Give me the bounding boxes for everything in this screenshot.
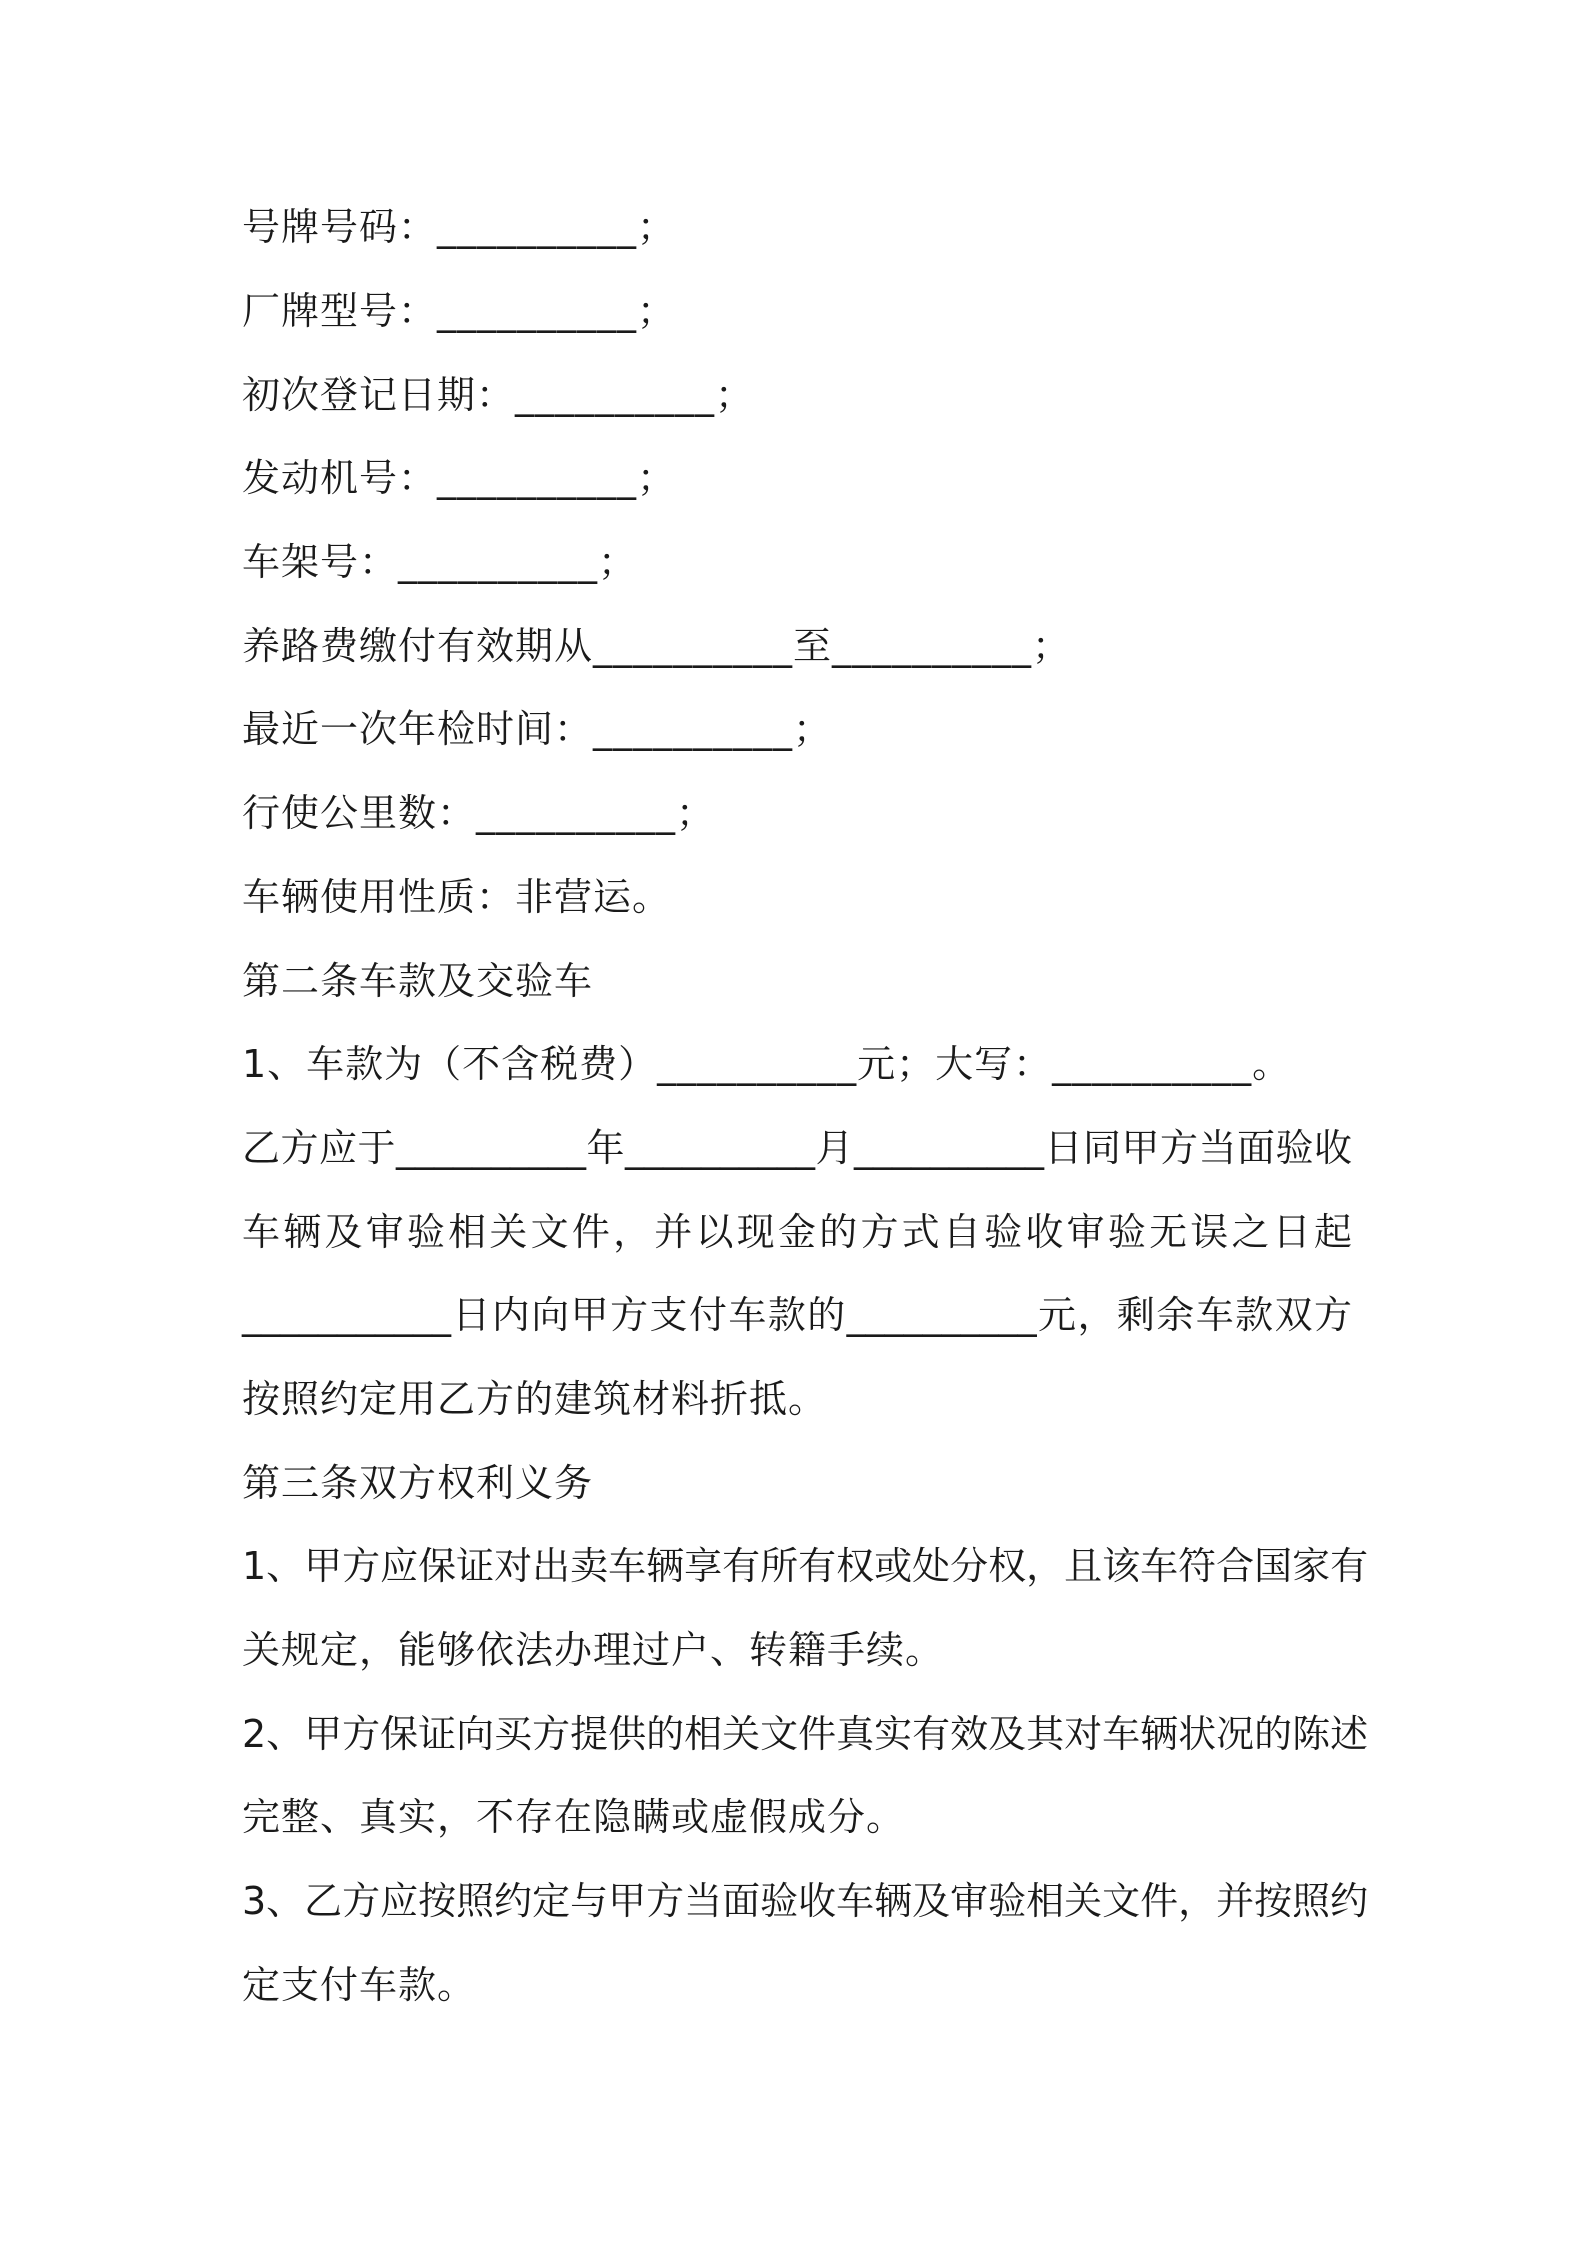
engine-number-line: 发动机号：__________； [242,456,677,500]
article-3-heading: 第三条双方权利义务 [242,1461,594,1505]
article-3-clause-3-line: 3、乙方应按照约定与甲方当面验收车辆及审验相关文件，并按照约 [242,1879,1369,1923]
article-3-clause-3-line: 定支付车款。 [242,1963,477,2007]
last-inspection-time-line: 最近一次年检时间：__________； [242,707,833,751]
road-fee-validity-line: 养路费缴付有效期从__________至__________； [242,624,1072,668]
plate-number-line: 号牌号码：__________； [242,205,677,249]
article-2-paragraph-line: ___________日内向甲方支付车款的__________元，剩余车款双方 [242,1293,1352,1337]
article-3-clause-1-line: 1、甲方应保证对出卖车辆享有所有权或处分权，且该车符合国家有 [242,1544,1369,1588]
article-3-clause-1-line: 关规定，能够依法办理过户、转籍手续。 [242,1628,945,1672]
brand-model-line: 厂牌型号：__________； [242,289,677,333]
article-2-paragraph-line: 乙方应于__________年__________月__________日同甲方当面验收 [242,1126,1352,1170]
article-2-heading: 第二条车款及交验车 [242,959,594,1003]
first-registration-date-line: 初次登记日期：__________； [242,373,755,417]
mileage-line: 行使公里数：__________； [242,791,716,835]
article-2-paragraph-line: 车辆及审验相关文件，并以现金的方式自验收审验无误之日起 [242,1210,1352,1254]
vehicle-use-nature-line: 车辆使用性质：非营运。 [242,875,672,919]
article-2-clause-1: 1、车款为（不含税费）__________元；大写：__________。 [242,1042,1292,1086]
article-3-clause-2-line: 完整、真实，不存在隐瞒或虚假成分。 [242,1795,906,1839]
frame-number-line: 车架号：__________； [242,540,638,584]
article-2-paragraph-line: 按照约定用乙方的建筑材料折抵。 [242,1377,828,1421]
article-3-clause-2-line: 2、甲方保证向买方提供的相关文件真实有效及其对车辆状况的陈述 [242,1712,1369,1756]
